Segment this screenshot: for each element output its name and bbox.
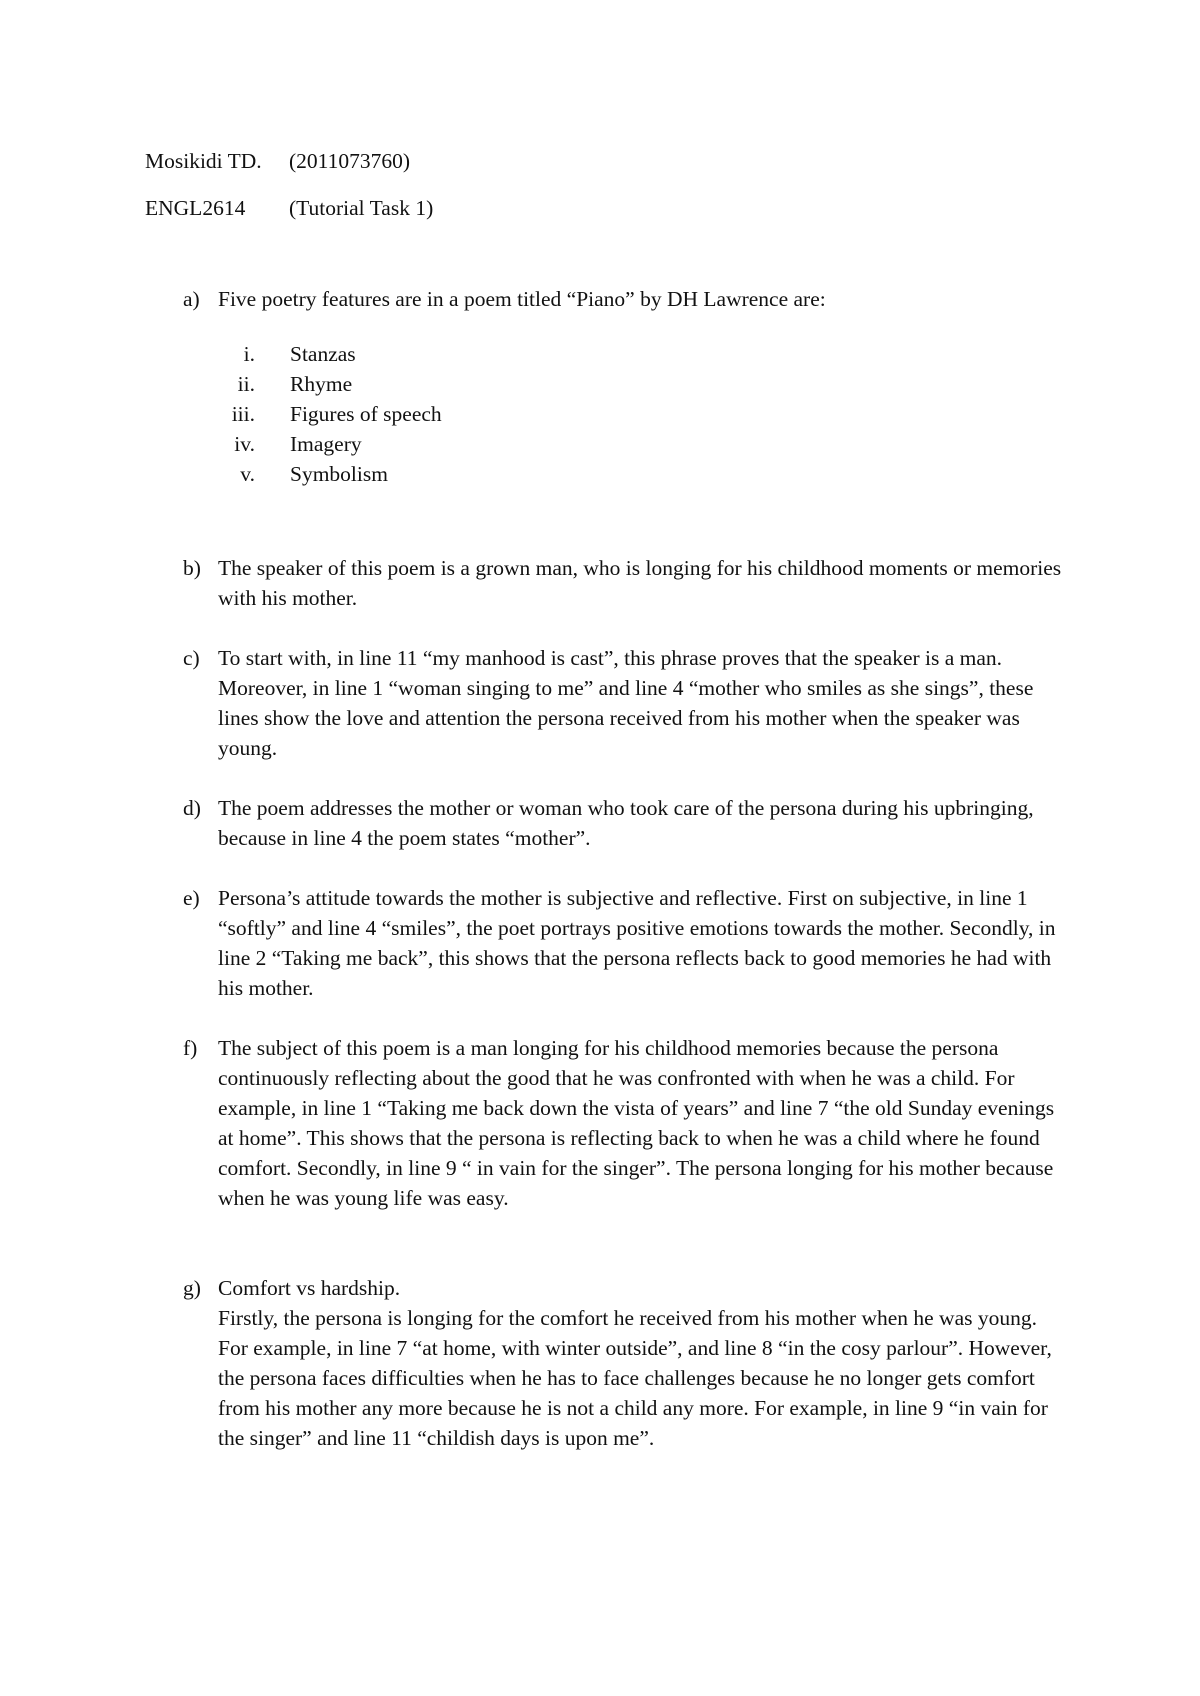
list-item xyxy=(230,399,442,429)
list-number: i. xyxy=(243,342,255,366)
answer-c xyxy=(183,643,1063,763)
answer-text: The poem addresses the mother or woman who took care of the persona during his upbringing, because in line 4 the poem states “mother”. xyxy=(218,796,1034,850)
answer-text: To start with, in line 11 “my manhood is cast”, this phrase proves that the speaker is a man. Moreover, in line 1 “woman singing to me” and line 4 “mother who smiles as she sings”, these lines show the love and attention the persona received from his mother when the speaker was young. xyxy=(218,646,1034,760)
list-item xyxy=(230,459,388,489)
list-item xyxy=(230,369,353,399)
answer-text: The speaker of this poem is a grown man, who is longing for his childhood moments or memories with his mother. xyxy=(218,556,1062,610)
answer-e xyxy=(183,883,1063,1003)
list-item xyxy=(230,339,356,369)
answer-label: b) xyxy=(183,556,201,580)
student-info-line xyxy=(145,146,410,176)
answer-label: g) xyxy=(183,1276,201,1300)
list-item-text: Symbolism xyxy=(290,462,388,486)
answer-label: a) xyxy=(183,287,200,311)
student-name: Mosikidi TD. xyxy=(145,149,262,173)
list-item-text: Figures of speech xyxy=(290,402,442,426)
list-item-text: Imagery xyxy=(290,432,362,456)
answer-heading: Comfort vs hardship. xyxy=(218,1276,401,1300)
answer-label: e) xyxy=(183,886,200,910)
student-number: (2011073760) xyxy=(289,149,411,173)
list-number: v. xyxy=(240,462,255,486)
list-number: ii. xyxy=(237,372,255,396)
answer-d xyxy=(183,793,1063,853)
answer-g xyxy=(183,1273,1063,1453)
answer-text: The subject of this poem is a man longing for his childhood memories because the persona continuously reflecting about the good that he was confronted with when he was a child. For example, in line 1 “Taking me back down the vista of years” and line 7 “the old Sunday evenings at home”. This shows that the persona is reflecting back to when he was a child where he found comfort. Secondly, in line 9 “ in vain for the singer”. The persona longing for his mother because when he was young life was easy. xyxy=(218,1036,1055,1210)
poetry-features-list xyxy=(230,339,442,489)
task-name: (Tutorial Task 1) xyxy=(289,196,434,220)
answer-b xyxy=(183,553,1063,613)
answer-text: Persona’s attitude towards the mother is subjective and reflective. First on subjective, in line 1 “softly” and line 4 “smiles”, the poet portrays positive emotions towards the mother. Secondly, in line 2 “Taking me back”, this shows that the persona reflects back to good memories he had with his mother. xyxy=(218,886,1056,1000)
course-info-line xyxy=(145,193,433,223)
answer-a xyxy=(183,284,1063,314)
list-item-text: Rhyme xyxy=(290,372,353,396)
answer-text: Five poetry features are in a poem titled “Piano” by DH Lawrence are: xyxy=(218,287,826,311)
answer-label: d) xyxy=(183,796,201,820)
list-number: iii. xyxy=(231,402,255,426)
answer-label: c) xyxy=(183,646,200,670)
answer-text: Firstly, the persona is longing for the comfort he received from his mother when he was young. For example, in line 7 “at home, with winter outside”, and line 8 “in the cosy parlour”. However, the persona faces difficulties when he has to face challenges because he no longer gets comfort from his mother any more because he is not a child any more. For example, in line 9 “in vain for the singer” and line 11 “childish days is upon me”. xyxy=(218,1306,1052,1450)
course-code: ENGL2614 xyxy=(145,196,246,220)
answer-f xyxy=(183,1033,1063,1213)
list-item xyxy=(230,429,362,459)
list-item-text: Stanzas xyxy=(290,342,356,366)
answer-label: f) xyxy=(183,1036,198,1060)
list-number: iv. xyxy=(234,432,255,456)
